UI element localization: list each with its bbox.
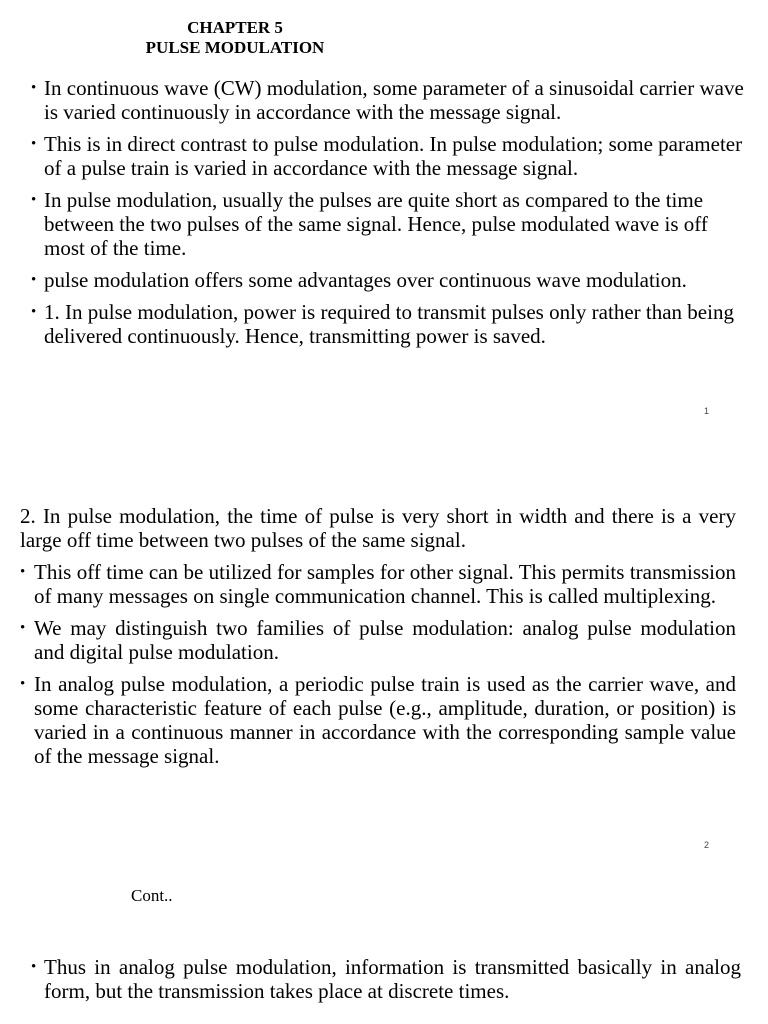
bullet-text: In analog pulse modulation, a periodic pulse train is used as the carrier wave, and some characteristic feature of each pulse (e.g., amplitude, duration, or position) is varied in a continuous manner in accordance with the corresponding sample value of the message signal.	[34, 672, 736, 768]
bullet-item	[31, 300, 744, 348]
slide-3-heading: Cont..	[131, 886, 173, 905]
bullet-item	[31, 268, 744, 292]
chapter-number: CHAPTER 5	[187, 18, 283, 37]
bullet-icon: •	[20, 564, 26, 580]
bullet-item	[31, 955, 741, 1003]
bullet-item	[20, 672, 736, 768]
slide-1-bullet-list	[31, 76, 744, 356]
slide-2-paragraph: 2. In pulse modulation, the time of pulse is very short in width and there is a very large off time between two pulses of the same signal.	[20, 504, 736, 552]
bullet-item	[31, 188, 744, 260]
bullet-text: This is in direct contrast to pulse modulation. In pulse modulation; some parameter of a pulse train is varied in accordance with the message signal.	[44, 132, 743, 180]
bullet-text: pulse modulation offers some advantages over continuous wave modulation.	[44, 268, 687, 292]
bullet-text: We may distinguish two families of pulse modulation: analog pulse modulation and digital pulse modulation.	[34, 616, 736, 664]
bullet-text: 1. In pulse modulation, power is required to transmit pulses only rather than being delivered continuously. Hence, transmitting power is saved.	[44, 300, 734, 348]
bullet-text: This off time can be utilized for samples for other signal. This permits transmission of many messages on single communication channel. This is called multiplexing.	[34, 560, 736, 608]
bullet-item	[20, 616, 736, 664]
slide-3-bullet-list	[31, 955, 741, 1011]
bullet-icon: •	[31, 136, 37, 152]
slide-2-bullet-list	[20, 560, 736, 776]
slide-1-page-number: 1	[704, 406, 710, 416]
bullet-icon: •	[20, 676, 26, 692]
chapter-title: PULSE MODULATION	[145, 38, 325, 57]
slide-1	[0, 0, 768, 432]
bullet-item	[31, 132, 744, 180]
bullet-icon: •	[31, 272, 37, 288]
bullet-icon: •	[31, 80, 37, 96]
bullet-icon: •	[20, 620, 26, 636]
chapter-heading	[0, 18, 470, 58]
slide-2	[0, 492, 768, 864]
bullet-icon: •	[31, 304, 37, 320]
slide-3	[0, 872, 768, 1024]
bullet-item	[31, 76, 744, 124]
bullet-text: In continuous wave (CW) modulation, some parameter of a sinusoidal carrier wave is varied continuously in accordance with the message signal.	[44, 76, 744, 124]
slide-2-page-number: 2	[704, 840, 710, 850]
bullet-item	[20, 560, 736, 608]
bullet-text: Thus in analog pulse modulation, information is transmitted basically in analog form, but the transmission takes place at discrete times.	[44, 955, 741, 1003]
bullet-icon: •	[31, 192, 37, 208]
bullet-icon: •	[31, 959, 37, 975]
bullet-text: In pulse modulation, usually the pulses are quite short as compared to the time between the two pulses of the same signal. Hence, pulse modulated wave is off most of the time.	[44, 188, 708, 260]
